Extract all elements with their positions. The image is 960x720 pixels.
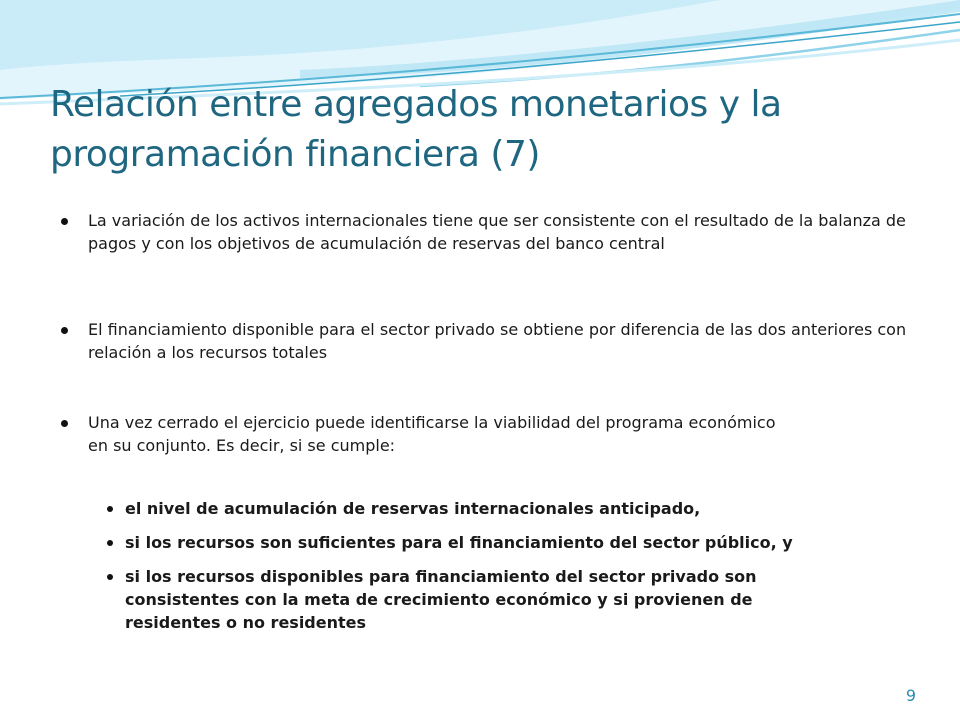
- sub-bullet-text: si los recursos son suficientes para el financiamiento del sector público, y: [125, 533, 793, 552]
- page-number: 9: [905, 686, 917, 705]
- slide-title: Relación entre agregados monetarios y la programación financiera (7): [50, 84, 782, 175]
- bullet-text: El financiamiento disponible para el sector privado se obtiene por diferencia de las dos anteriores con relación a los recursos totales: [88, 320, 907, 362]
- sub-bullet-item: [125, 565, 835, 634]
- sub-bullet-dot-icon: [107, 540, 113, 546]
- bullet-item: [88, 411, 788, 457]
- bullet-dot-icon: [61, 218, 68, 225]
- bullet-item: [88, 209, 908, 255]
- sub-bullet-dot-icon: [107, 574, 113, 580]
- sub-bullet-text: el nivel de acumulación de reservas internacionales anticipado,: [125, 499, 701, 518]
- bullet-dot-icon: [61, 327, 68, 334]
- bullet-dot-icon: [61, 420, 68, 427]
- sub-bullet-item: [125, 531, 915, 554]
- bullet-item: [88, 318, 908, 364]
- bullet-text: La variación de los activos internacionales tiene que ser consistente con el resultado de la balanza de pagos y con los objetivos de acumulación de reservas del banco central: [88, 211, 906, 253]
- bullet-text: Una vez cerrado el ejercicio puede identificarse la viabilidad del programa económico en su conjunto. Es decir, si se cumple:: [88, 413, 776, 455]
- sub-bullet-item: [125, 497, 905, 520]
- sub-bullet-dot-icon: [107, 506, 113, 512]
- sub-bullet-text: si los recursos disponibles para financiamiento del sector privado son consistentes con la meta de crecimiento económico y si provienen de residentes o no residentes: [125, 567, 757, 632]
